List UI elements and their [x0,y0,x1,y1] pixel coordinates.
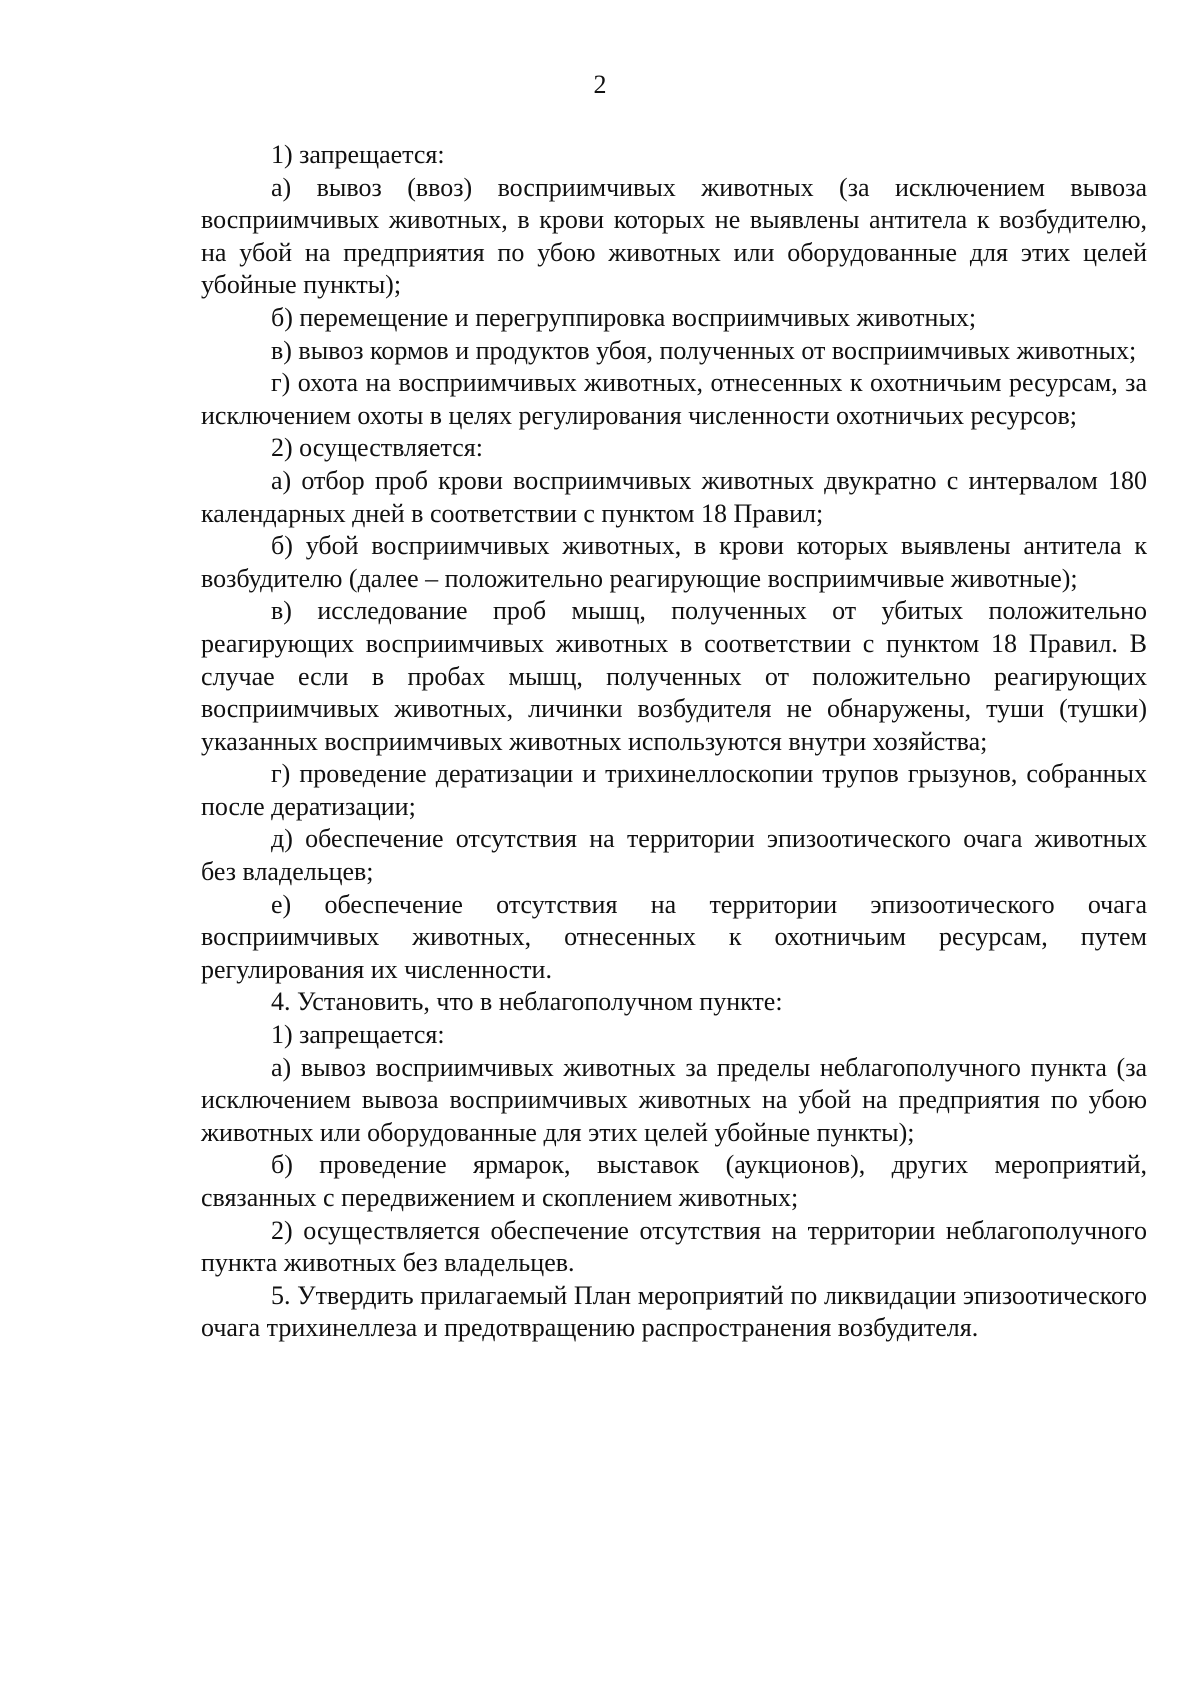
paragraph: б) перемещение и перегруппировка восприимчивых животных; [271,302,977,332]
paragraph: г) проведение дератизации и трихинеллоскопии трупов грызунов, собранных после дератизации; [201,759,1147,821]
paragraph: 2) осуществляется: [271,433,483,463]
paragraph: г) охота на восприимчивых животных, отнесенных к охотничьим ресурсам, за исключением охоты в целях регулирования численности охотничьих ресурсов; [201,368,1147,430]
paragraph: 1) запрещается: [271,140,445,169]
paragraph: в) исследование проб мышц, полученных от убитых положительно реагирующих восприимчивых животных в соответствии с пунктом 18 Правил. В случае если в пробах мышц, полученных от положительно реагирующих восприимчивых животных, личинки возбудителя не обнаружены, туши (тушки) указанных восприимчивых животных используются внутри хозяйства; [201,596,1147,756]
paragraph: 5. Утвердить прилагаемый План мероприятий по ликвидации эпизоотического очага трихинеллеза и предотвращению распространения возбудителя. [201,1280,1147,1343]
document-body [201,139,1147,1345]
paragraph: 1) запрещается: [271,1020,445,1050]
paragraph: в) вывоз кормов и продуктов убоя, полученных от восприимчивых животных; [271,335,1137,365]
paragraph: д) обеспечение отсутствия на территории эпизоотического очага животных без владельцев; [201,824,1147,887]
paragraph: а) отбор проб крови восприимчивых животных двукратно с интервалом 180 календарных дней в соответствии с пунктом 18 Правил; [201,465,1147,528]
paragraph: 2) осуществляется обеспечение отсутствия на территории неблагополучного пункта животных без владельцев. [201,1215,1147,1278]
page-number: 2 [593,70,607,99]
paragraph: 4. Установить, что в неблагополучном пункте: [271,987,783,1017]
paragraph: е) обеспечение отсутствия на территории эпизоотического очага восприимчивых животных, отнесенных к охотничьим ресурсам, путем регулирования их численности. [201,889,1147,984]
paragraph: а) вывоз (ввоз) восприимчивых животных (за исключением вывоза восприимчивых животных, в крови которых не выявлены антитела к возбудителю, на убой на предприятия по убою животных или оборудованные для этих целей убойные пункты); [201,172,1147,300]
paragraph: а) вывоз восприимчивых животных за пределы неблагополучного пункта (за исключением вывоза восприимчивых животных на убой на предприятия по убою животных или оборудованные для этих целей убойные пункты); [201,1052,1147,1147]
paragraph: б) убой восприимчивых животных, в крови которых выявлены антитела к возбудителю (далее – положительно реагирующие восприимчивые животные); [201,531,1147,593]
paragraph: б) проведение ярмарок, выставок (аукционов), других мероприятий, связанных с передвижением и скоплением животных; [201,1150,1147,1212]
